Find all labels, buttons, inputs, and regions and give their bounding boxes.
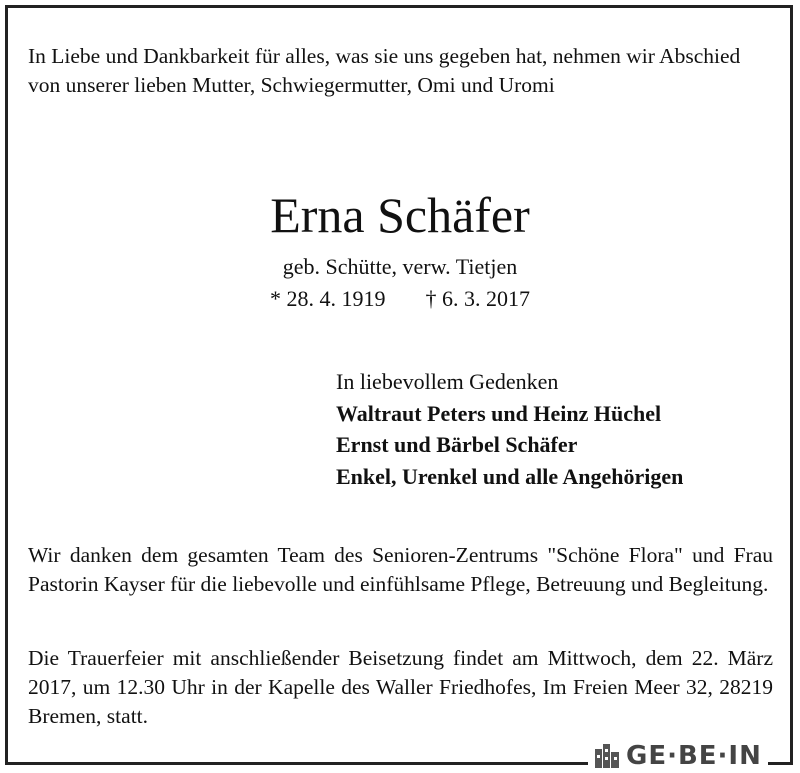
mourners-heading: In liebevollem Gedenken	[336, 369, 559, 394]
logo-mark-icon	[594, 743, 620, 769]
mourner-line: Ernst und Bärbel Schäfer	[336, 432, 578, 457]
publisher-logo	[588, 741, 768, 771]
logo-text: GE·BE·IN	[626, 741, 762, 771]
birth-date: * 28. 4. 1919	[270, 286, 386, 311]
mourners-block	[336, 366, 786, 492]
deceased-name: Erna Schäfer	[270, 187, 530, 243]
maiden-and-widow-names: geb. Schütte, verw. Tietjen	[282, 254, 518, 279]
thanks-text: Wir danken dem gesamten Team des Senioren-Zentrums "Schöne Flora" und Frau Pastorin Kayser für die liebevolle und einfühlsame Pflege, Betreuung und Begleitung.	[28, 543, 773, 596]
mourner-line: Waltraut Peters und Heinz Hüchel	[336, 400, 662, 426]
mourner-line: Enkel, Urenkel und alle Angehörigen	[336, 463, 684, 489]
death-date: † 6. 3. 2017	[425, 286, 530, 311]
life-dates	[0, 284, 800, 314]
funeral-info-text: Die Trauerfeier mit anschließender Beisetzung findet am Mittwoch, dem 22. März 2017, um 12.30 Uhr in der Kapelle des Waller Friedhofes, Im Freien Meer 32, 28219 Bremen, statt.	[28, 646, 773, 728]
intro-text: In Liebe und Dankbarkeit für alles, was sie uns gegeben hat, nehmen wir Abschied von unserer lieben Mutter, Schwiegermutter, Omi und Uromi	[28, 44, 741, 97]
